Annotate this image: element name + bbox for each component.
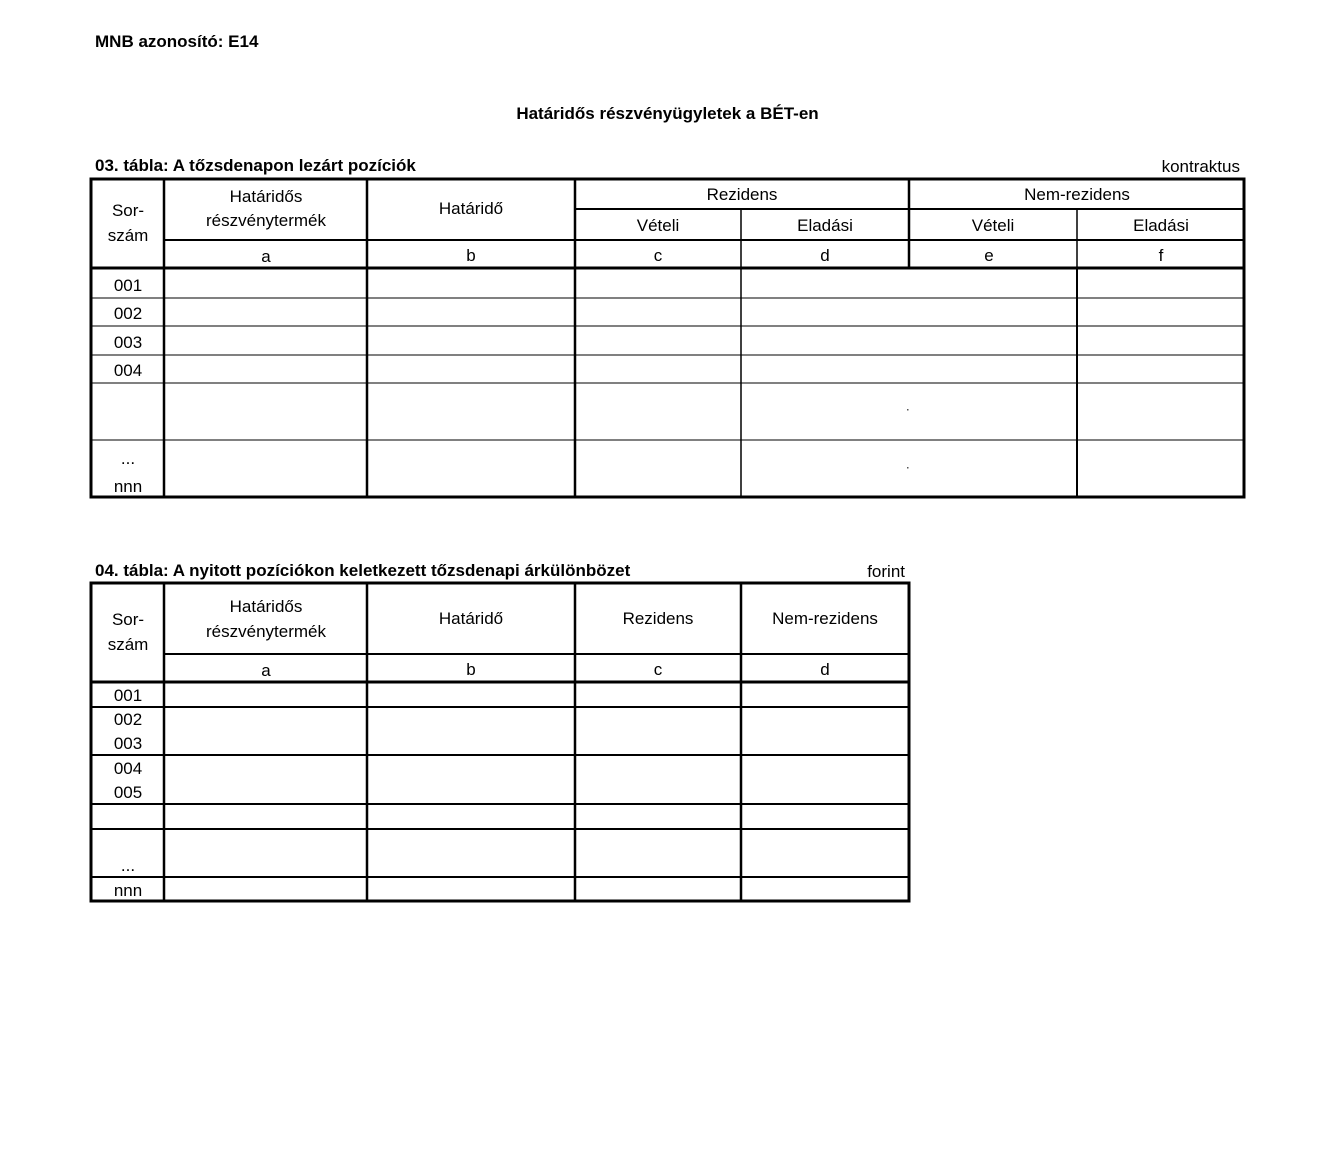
- table04-unit: forint: [867, 562, 905, 581]
- t04-row-number: nnn: [113, 881, 143, 900]
- table03-header: [108, 185, 1189, 266]
- t04-hatarido-header: Határidő: [438, 609, 504, 628]
- t03-letter-a: a: [261, 247, 271, 266]
- t03-nemrezidens-header: Nem-rezidens: [1024, 185, 1130, 204]
- t03-letter-d: d: [820, 246, 830, 265]
- t04-row-number: 002: [113, 710, 143, 729]
- t04-rezidens-header: Rezidens: [622, 609, 694, 628]
- t04-row-number: 005: [113, 783, 143, 802]
- t03-nemrez-vetel: Vételi: [971, 216, 1015, 235]
- t03-termek-line2: részvénytermék: [206, 211, 326, 230]
- t03-rez-eladas: Eladási: [797, 216, 853, 235]
- t04-sorszam-line2: szám: [107, 635, 149, 654]
- t03-rezidens-header: Rezidens: [706, 185, 778, 204]
- t04-letter-a: a: [261, 661, 271, 680]
- t03-hatarido-header: Határidő: [438, 199, 504, 218]
- t03-row-number: 002: [113, 304, 143, 323]
- t03-sorszam-line1: Sor-: [111, 201, 145, 220]
- t04-row-number-ellipsis: ...: [120, 856, 136, 875]
- t04-sorszam-line1: Sor-: [111, 610, 145, 629]
- t03-termek-line1: Határidős: [229, 187, 303, 206]
- t04-termek-line1: Határidős: [229, 597, 303, 616]
- t03-row-number: 003: [113, 333, 143, 352]
- t04-letter-d: d: [820, 660, 830, 679]
- t03-row-number: 004: [113, 361, 143, 380]
- table03-row-numbers: [114, 276, 142, 496]
- t04-row-number: 004: [113, 759, 143, 778]
- t04-letter-c: c: [653, 660, 663, 679]
- table03-dot-mark: [907, 409, 909, 411]
- t04-row-number: 001: [113, 686, 143, 705]
- t04-nemrezidens-header: Nem-rezidens: [772, 609, 878, 628]
- t03-letter-b: b: [466, 246, 476, 265]
- t03-sorszam-line2: szám: [107, 226, 149, 245]
- document-title: Határidős részvényügyletek a BÉT-en: [516, 104, 819, 123]
- mnb-id-label: MNB azonosító: E14: [95, 32, 259, 51]
- t03-row-number-ellipsis: ...: [120, 449, 136, 468]
- t03-letter-f: f: [1158, 246, 1164, 265]
- table03-title: 03. tábla: A tőzsdenapon lezárt pozíciók: [95, 156, 416, 175]
- t03-row-number: nnn: [113, 477, 143, 496]
- t03-letter-e: e: [984, 246, 994, 265]
- table04-row-numbers: [114, 686, 142, 900]
- t04-termek-line2: részvénytermék: [206, 622, 326, 641]
- t03-letter-c: c: [653, 246, 663, 265]
- t04-letter-b: b: [466, 660, 476, 679]
- table03-unit: kontraktus: [1161, 157, 1240, 176]
- t03-row-number: 001: [113, 276, 143, 295]
- t03-nemrez-eladas: Eladási: [1133, 216, 1189, 235]
- table03-dot-mark: [907, 467, 909, 469]
- t04-row-number: 003: [113, 734, 143, 753]
- t03-rez-vetel: Vételi: [636, 216, 680, 235]
- table04-title: 04. tábla: A nyitott pozíciókon keletkezett tőzsdenapi árkülönbözet: [95, 561, 631, 580]
- table04-header: [108, 597, 878, 680]
